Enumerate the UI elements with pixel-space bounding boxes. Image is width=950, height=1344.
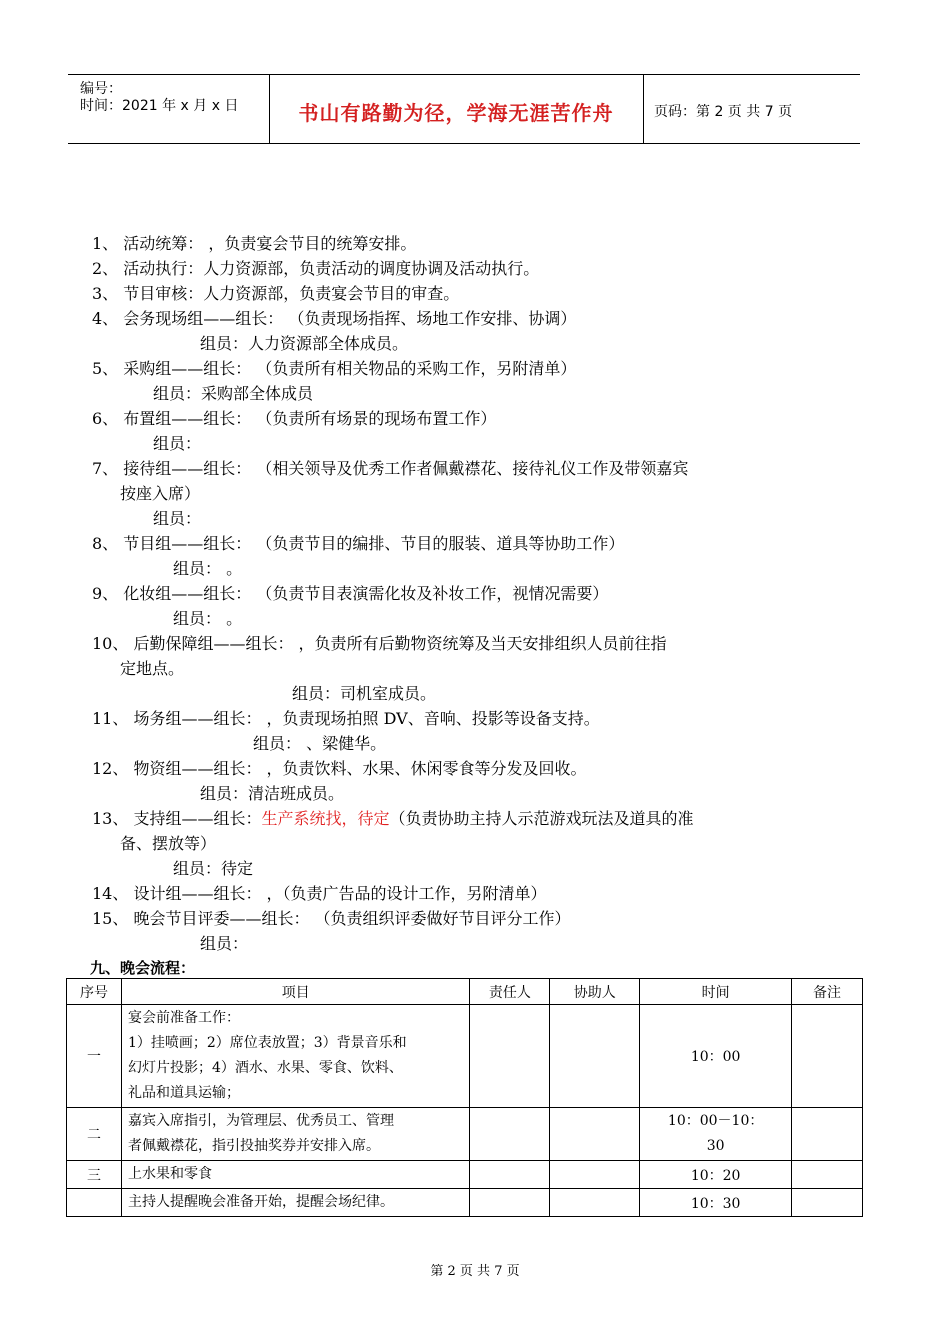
header-meta xyxy=(80,81,238,115)
row-item xyxy=(121,1005,469,1108)
row-assistant xyxy=(550,1161,640,1189)
row-item xyxy=(121,1189,469,1217)
list-item xyxy=(92,809,693,829)
row-owner xyxy=(470,1189,550,1217)
row-owner xyxy=(470,1005,550,1108)
section-title: 九、晚会流程： xyxy=(90,959,196,977)
list-item-text: 13、 支持组——组长： xyxy=(92,809,262,828)
row-note xyxy=(792,1005,863,1108)
list-item-continuation: 备、摆放等） xyxy=(120,834,217,853)
item-line: 者佩戴襟花，指引投抽奖券并安排入席。 xyxy=(127,1138,380,1154)
list-item: 15、 晚会节目评委——组长： （负责组织评委做好节目评分工作） xyxy=(92,909,571,928)
row-number: 三 xyxy=(67,1161,122,1189)
list-item-members: 组员： 。 xyxy=(173,609,243,628)
row-owner xyxy=(470,1108,550,1161)
list-item-members: 组员：待定 xyxy=(173,859,254,878)
header-motto: 书山有路勤为径，学海无涯苦作舟 xyxy=(298,101,614,125)
header-divider xyxy=(643,75,644,143)
list-item-members: 组员：清洁班成员。 xyxy=(200,784,345,803)
list-item-members: 组员：司机室成员。 xyxy=(292,684,437,703)
list-item-members: 组员：人力资源部全体成员。 xyxy=(200,334,409,353)
list-item-members: 组员： xyxy=(200,934,249,953)
page-footer: 第 2 页 共 7 页 xyxy=(430,1264,520,1279)
list-item-members: 组员：采购部全体成员 xyxy=(153,384,314,403)
schedule-table xyxy=(66,978,863,1217)
list-item: 5、 采购组——组长： （负责所有相关物品的采购工作，另附清单） xyxy=(92,359,577,378)
item-line: 幻灯片投影；4）酒水、水果、零食、饮料、 xyxy=(127,1060,403,1076)
time-label: 时间：2021 年 x 月 x 日 xyxy=(80,98,239,114)
item-line: 礼品和道具运输； xyxy=(127,1085,240,1101)
list-item-continuation: 定地点。 xyxy=(120,659,185,678)
list-item-continuation: 按座入席） xyxy=(120,484,201,503)
row-time: 10：30 xyxy=(640,1189,792,1217)
row-note xyxy=(792,1189,863,1217)
row-assistant xyxy=(550,1189,640,1217)
list-item-members: 组员： 。 xyxy=(173,559,243,578)
document-header xyxy=(68,74,860,144)
time-line: 10：00－10： xyxy=(667,1113,764,1129)
table-row xyxy=(67,1005,863,1108)
list-item: 4、 会务现场组——组长： （负责现场指挥、场地工作安排、协调） xyxy=(92,309,577,328)
table-row xyxy=(67,1108,863,1161)
column-header: 协助人 xyxy=(550,979,640,1005)
column-header: 序号 xyxy=(67,979,122,1005)
item-line: 主持人提醒晚会准备开始，提醒会场纪律。 xyxy=(127,1194,394,1210)
list-item: 12、 物资组——组长： ，负责饮料、水果、休闲零食等分发及回收。 xyxy=(92,759,587,778)
list-item-members: 组员： xyxy=(153,434,202,453)
row-assistant xyxy=(550,1108,640,1161)
highlight-text: 生产系统找，待定 xyxy=(261,809,390,828)
row-item xyxy=(121,1108,469,1161)
list-item: 10、 后勤保障组——组长： ，负责所有后勤物资统筹及当天安排组织人员前往指 xyxy=(92,634,667,653)
list-item: 7、 接待组——组长： （相关领导及优秀工作者佩戴襟花、接待礼仪工作及带领嘉宾 xyxy=(92,459,689,478)
row-time: 10：20 xyxy=(640,1161,792,1189)
row-number: 二 xyxy=(67,1108,122,1161)
row-note xyxy=(792,1161,863,1189)
list-item: 6、 布置组——组长： （负责所有场景的现场布置工作） xyxy=(92,409,497,428)
row-time xyxy=(640,1108,792,1161)
table-row xyxy=(67,1189,863,1217)
list-item-text: （负责协助主持人示范游戏玩法及道具的准 xyxy=(389,809,694,828)
item-line: 上水果和零食 xyxy=(127,1166,212,1182)
list-item: 1、 活动统筹： ，负责宴会节目的统筹安排。 xyxy=(92,234,417,253)
list-item: 14、 设计组——组长： ，（负责广告品的设计工作，另附清单） xyxy=(92,884,547,903)
row-time: 10：00 xyxy=(640,1005,792,1108)
list-item: 3、 节目审核：人力资源部，负责宴会节目的审查。 xyxy=(92,284,460,303)
item-line: 1）挂喷画；2）席位表放置；3）背景音乐和 xyxy=(127,1035,407,1051)
header-page-number: 页码：第 2 页 共 7 页 xyxy=(654,104,793,120)
item-line: 嘉宾入席指引，为管理层、优秀员工、管理 xyxy=(127,1113,394,1129)
row-assistant xyxy=(550,1005,640,1108)
row-note xyxy=(792,1108,863,1161)
row-number: 一 xyxy=(67,1005,122,1108)
number-label: 编号： xyxy=(80,81,122,97)
column-header: 项目 xyxy=(121,979,469,1005)
column-header: 时间 xyxy=(640,979,792,1005)
table-header-row xyxy=(67,979,863,1005)
list-item: 11、 场务组——组长： ，负责现场拍照 DV、音响、投影等设备支持。 xyxy=(92,709,600,728)
row-item xyxy=(121,1161,469,1189)
table-row xyxy=(67,1161,863,1189)
row-owner xyxy=(470,1161,550,1189)
list-item: 2、 活动执行：人力资源部，负责活动的调度协调及活动执行。 xyxy=(92,259,540,278)
column-header: 责任人 xyxy=(470,979,550,1005)
list-item: 9、 化妆组——组长： （负责节目表演需化妆及补妆工作，视情况需要） xyxy=(92,584,609,603)
list-item: 8、 节目组——组长： （负责节目的编排、节目的服装、道具等协助工作） xyxy=(92,534,625,553)
column-header: 备注 xyxy=(792,979,863,1005)
item-line: 宴会前准备工作： xyxy=(127,1010,240,1026)
time-line: 30 xyxy=(706,1138,725,1154)
list-item-members: 组员： 、梁健华。 xyxy=(253,734,387,753)
list-item-members: 组员： xyxy=(153,509,202,528)
row-number xyxy=(67,1189,122,1217)
